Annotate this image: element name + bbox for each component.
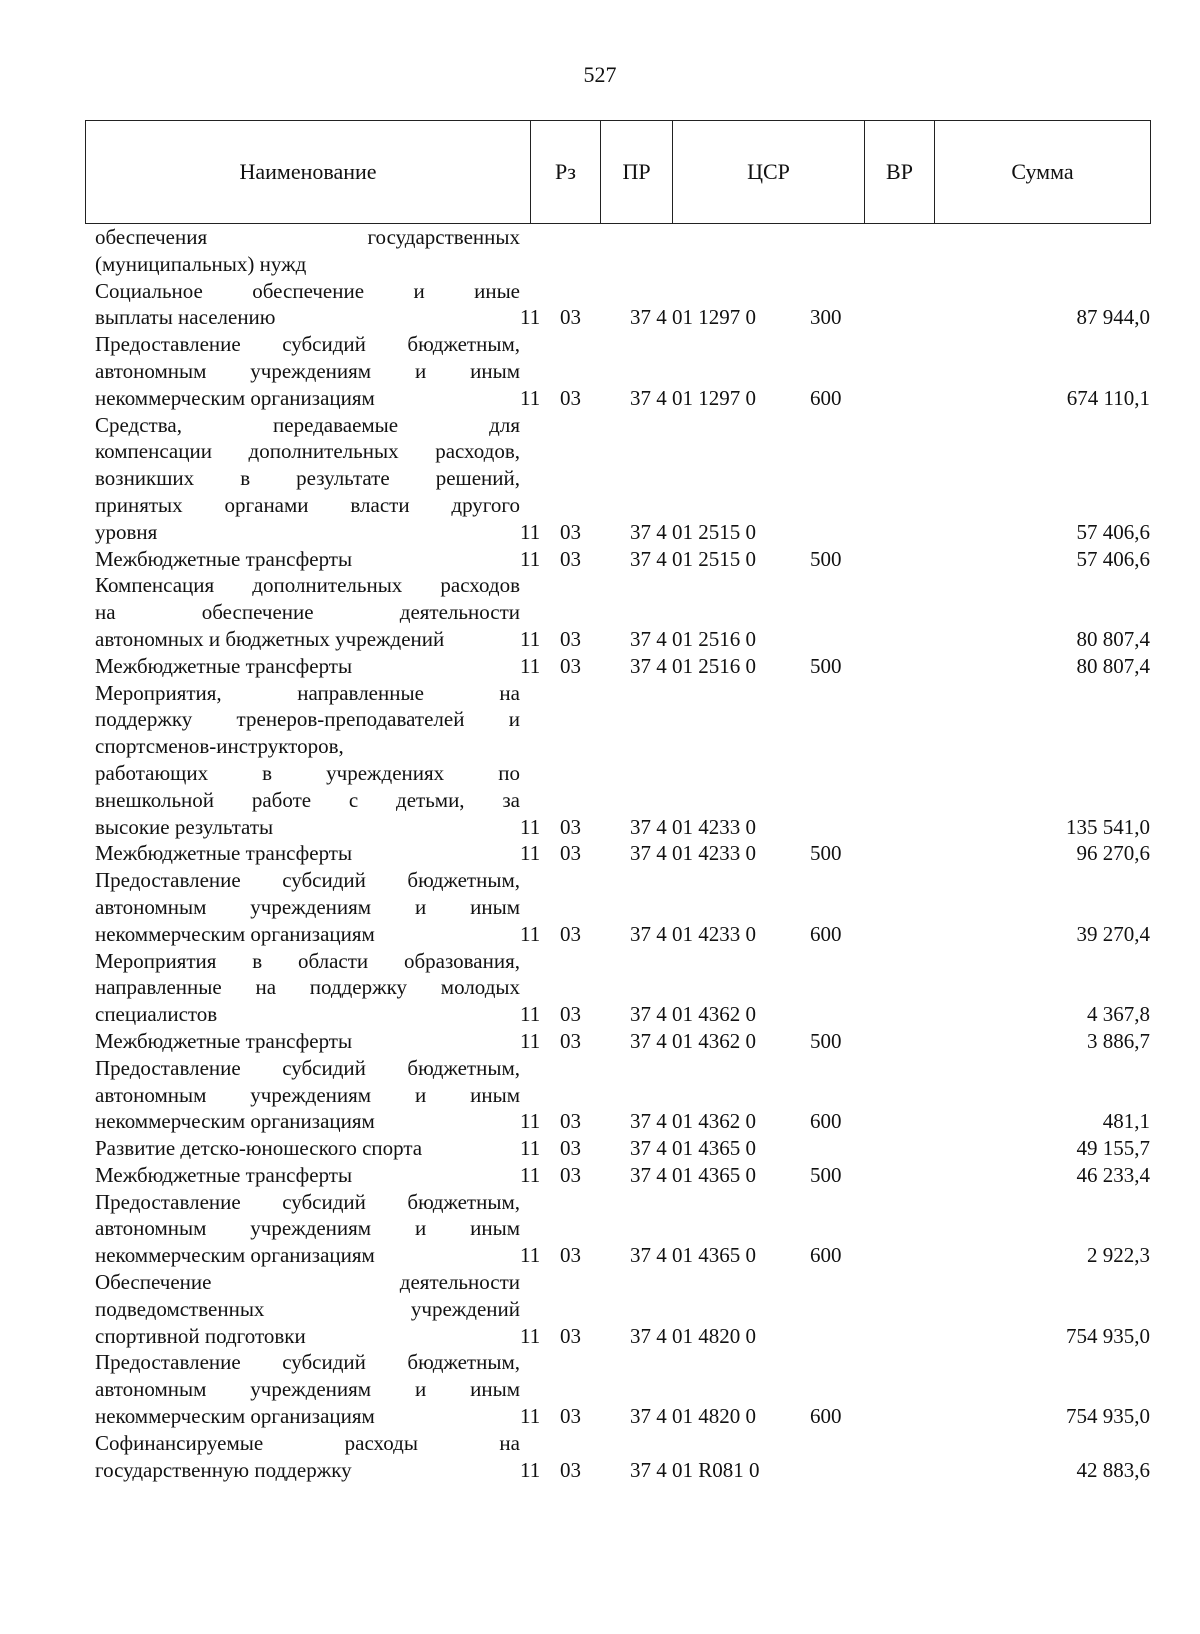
row-vr: 600 xyxy=(810,1243,842,1268)
row-csr: 37 4 01 4362 0 xyxy=(630,1002,756,1027)
row-name-line: на обеспечение деятельности xyxy=(95,600,520,625)
row-pr: 03 xyxy=(560,1002,581,1027)
row-name xyxy=(95,840,520,867)
row-pr: 03 xyxy=(560,1404,581,1429)
table-row xyxy=(95,1269,1150,1349)
row-vr: 500 xyxy=(810,1162,842,1187)
row-name-line: Социальное обеспечение и иные xyxy=(95,278,520,303)
row-sum: 42 883,6 xyxy=(1076,1457,1150,1482)
row-name xyxy=(95,1162,520,1189)
row-pr xyxy=(560,224,630,278)
row-name xyxy=(95,1028,520,1055)
row-name-line: Средства, передаваемые для xyxy=(95,412,520,437)
row-vr xyxy=(810,412,910,546)
table-row xyxy=(95,412,1150,546)
row-rz: 11 xyxy=(520,305,541,330)
row-sum: 39 270,4 xyxy=(1076,921,1150,946)
table-row xyxy=(95,1349,1150,1429)
row-pr: 03 xyxy=(560,305,581,330)
header-vr: ВР xyxy=(865,121,935,224)
row-name xyxy=(95,653,520,680)
row-sum: 3 886,7 xyxy=(1087,1028,1150,1053)
row-name xyxy=(95,680,520,841)
row-pr: 03 xyxy=(560,385,581,410)
row-name-line: Межбюджетные трансферты xyxy=(95,1028,353,1053)
row-name-line: возникших в результате решений, xyxy=(95,466,520,491)
row-name-line: спортивной подготовки xyxy=(95,1323,306,1348)
row-csr: 37 4 01 2516 0 xyxy=(630,626,756,651)
row-vr xyxy=(810,680,910,841)
row-name-line: автономным учреждениям и иным xyxy=(95,358,520,383)
row-rz: 11 xyxy=(520,841,541,866)
row-csr: 37 4 01 4820 0 xyxy=(630,1404,756,1429)
row-name-line: специалистов xyxy=(95,1002,218,1027)
row-name xyxy=(95,948,520,1028)
table-row xyxy=(95,572,1150,652)
row-csr: 37 4 01 4820 0 xyxy=(630,1323,756,1348)
header-pr: ПР xyxy=(601,121,673,224)
row-name-line: Мероприятия в области образования, xyxy=(95,948,520,973)
row-sum: 135 541,0 xyxy=(1066,814,1150,839)
row-name-line: работающих в учреждениях по xyxy=(95,760,520,785)
row-sum: 80 807,4 xyxy=(1076,626,1150,651)
budget-table xyxy=(95,224,1150,1483)
row-name xyxy=(95,572,520,652)
row-vr: 600 xyxy=(810,1109,842,1134)
row-csr: 37 4 01 4365 0 xyxy=(630,1243,756,1268)
row-name-line: обеспечения государственных xyxy=(95,225,520,249)
row-vr: 500 xyxy=(810,841,842,866)
row-name-line: Предоставление субсидий бюджетным, xyxy=(95,1350,520,1375)
row-pr: 03 xyxy=(560,1243,581,1268)
row-rz: 11 xyxy=(520,1002,541,1027)
row-name-line: некоммерческим организациям xyxy=(95,1109,375,1134)
row-pr: 03 xyxy=(560,841,581,866)
row-name xyxy=(95,278,520,332)
table-row xyxy=(95,1162,1150,1189)
header-sum: Сумма xyxy=(935,121,1151,224)
row-rz: 11 xyxy=(520,814,541,839)
row-name xyxy=(95,1430,520,1484)
row-csr: 37 4 01 2515 0 xyxy=(630,546,756,571)
row-csr: 37 4 01 4362 0 xyxy=(630,1109,756,1134)
row-name-line: Мероприятия, направленные на xyxy=(95,680,520,705)
row-sum: 2 922,3 xyxy=(1087,1243,1150,1268)
table-row xyxy=(95,278,1150,332)
row-name-line: Предоставление субсидий бюджетным, xyxy=(95,868,520,893)
row-vr: 500 xyxy=(810,653,842,678)
row-csr: 37 4 01 R081 0 xyxy=(630,1457,760,1482)
row-rz xyxy=(520,224,560,278)
row-pr: 03 xyxy=(560,921,581,946)
table-row xyxy=(95,948,1150,1028)
row-name xyxy=(95,1189,520,1269)
row-sum xyxy=(910,224,1150,278)
page-number: 527 xyxy=(583,62,617,87)
row-csr: 37 4 01 2515 0 xyxy=(630,519,756,544)
row-rz: 11 xyxy=(520,546,541,571)
row-sum: 80 807,4 xyxy=(1076,653,1150,678)
row-name-line: спортсменов-инструкторов, xyxy=(95,734,344,759)
row-name xyxy=(95,224,520,278)
row-vr xyxy=(810,572,910,652)
table-row xyxy=(95,867,1150,947)
row-name-line: государственную поддержку xyxy=(95,1457,352,1482)
row-pr: 03 xyxy=(560,1109,581,1134)
row-rz: 11 xyxy=(520,385,541,410)
row-vr: 600 xyxy=(810,1404,842,1429)
table-row xyxy=(95,1430,1150,1484)
row-name-line: Софинансируемые расходы на xyxy=(95,1430,520,1455)
row-rz: 11 xyxy=(520,1323,541,1348)
row-name xyxy=(95,1135,520,1162)
row-rz: 11 xyxy=(520,1243,541,1268)
row-csr: 37 4 01 4233 0 xyxy=(630,921,756,946)
row-name-line: Предоставление субсидий бюджетным, xyxy=(95,1189,520,1214)
row-sum: 96 270,6 xyxy=(1076,841,1150,866)
table-header xyxy=(85,120,1151,224)
row-sum: 481,1 xyxy=(1102,1109,1150,1134)
row-vr: 600 xyxy=(810,921,842,946)
row-name xyxy=(95,867,520,947)
row-name xyxy=(95,1055,520,1135)
row-sum: 46 233,4 xyxy=(1076,1162,1150,1187)
row-rz: 11 xyxy=(520,1162,541,1187)
row-pr: 03 xyxy=(560,653,581,678)
row-sum: 754 935,0 xyxy=(1066,1323,1150,1348)
header-rz: Рз xyxy=(531,121,601,224)
row-name xyxy=(95,1269,520,1349)
row-vr xyxy=(810,948,910,1028)
row-name-line: автономных и бюджетных учреждений xyxy=(95,626,445,651)
table-row xyxy=(95,653,1150,680)
table-row xyxy=(95,680,1150,841)
row-pr: 03 xyxy=(560,626,581,651)
row-pr: 03 xyxy=(560,1136,581,1161)
row-vr xyxy=(810,1135,910,1162)
table-row xyxy=(95,546,1150,573)
row-vr xyxy=(810,1269,910,1349)
row-rz: 11 xyxy=(520,1028,541,1053)
row-rz: 11 xyxy=(520,921,541,946)
row-pr: 03 xyxy=(560,1457,581,1482)
row-name-line: некоммерческим организациям xyxy=(95,921,375,946)
row-name xyxy=(95,412,520,546)
row-csr: 37 4 01 1297 0 xyxy=(630,385,756,410)
row-sum: 674 110,1 xyxy=(1066,385,1150,410)
row-name-line: (муниципальных) нужд xyxy=(95,251,307,276)
row-name-line: поддержку тренеров-преподавателей и xyxy=(95,707,520,732)
row-csr: 37 4 01 4233 0 xyxy=(630,814,756,839)
row-name-line: Развитие детско-юношеского спорта xyxy=(95,1136,423,1161)
table-row xyxy=(95,1189,1150,1269)
row-name-line: уровня xyxy=(95,519,158,544)
row-rz: 11 xyxy=(520,519,541,544)
row-name-line: автономным учреждениям и иным xyxy=(95,894,520,919)
row-rz: 11 xyxy=(520,1136,541,1161)
row-name-line: принятых органами власти другого xyxy=(95,492,520,517)
row-pr: 03 xyxy=(560,814,581,839)
row-pr: 03 xyxy=(560,1162,581,1187)
row-sum: 4 367,8 xyxy=(1087,1002,1150,1027)
row-name-line: Компенсация дополнительных расходов xyxy=(95,573,520,598)
header-name: Наименование xyxy=(86,121,531,224)
row-name-line: компенсации дополнительных расходов, xyxy=(95,439,520,464)
row-name-line: направленные на поддержку молодых xyxy=(95,975,520,1000)
row-vr: 500 xyxy=(810,546,842,571)
row-name-line: Межбюджетные трансферты xyxy=(95,653,353,678)
row-name-line: внешкольной работе с детьми, за xyxy=(95,787,520,812)
row-rz: 11 xyxy=(520,1404,541,1429)
table-row xyxy=(95,224,1150,278)
row-name-line: автономным учреждениям и иным xyxy=(95,1216,520,1241)
row-name xyxy=(95,1349,520,1429)
row-name-line: автономным учреждениям и иным xyxy=(95,1082,520,1107)
table-row xyxy=(95,1028,1150,1055)
row-vr: 300 xyxy=(810,305,842,330)
row-name-line: автономным учреждениям и иным xyxy=(95,1377,520,1402)
row-pr: 03 xyxy=(560,1028,581,1053)
row-name-line: Предоставление субсидий бюджетным, xyxy=(95,332,520,357)
row-name-line: Предоставление субсидий бюджетным, xyxy=(95,1055,520,1080)
row-vr: 500 xyxy=(810,1028,842,1053)
row-sum: 49 155,7 xyxy=(1076,1136,1150,1161)
row-pr: 03 xyxy=(560,546,581,571)
row-csr: 37 4 01 1297 0 xyxy=(630,305,756,330)
row-sum: 57 406,6 xyxy=(1076,546,1150,571)
row-name xyxy=(95,331,520,411)
table-row xyxy=(95,1055,1150,1135)
row-name-line: Обеспечение деятельности xyxy=(95,1270,520,1295)
row-csr: 37 4 01 4365 0 xyxy=(630,1162,756,1187)
row-csr: 37 4 01 4365 0 xyxy=(630,1136,756,1161)
row-name-line: некоммерческим организациям xyxy=(95,1404,375,1429)
row-csr: 37 4 01 4362 0 xyxy=(630,1028,756,1053)
table-row xyxy=(95,840,1150,867)
row-sum: 754 935,0 xyxy=(1066,1404,1150,1429)
row-rz: 11 xyxy=(520,1457,541,1482)
header-csr: ЦСР xyxy=(673,121,865,224)
row-csr: 37 4 01 2516 0 xyxy=(630,653,756,678)
row-name-line: Межбюджетные трансферты xyxy=(95,546,353,571)
row-rz: 11 xyxy=(520,626,541,651)
row-name-line: Межбюджетные трансферты xyxy=(95,1162,353,1187)
row-rz: 11 xyxy=(520,653,541,678)
row-name-line: Межбюджетные трансферты xyxy=(95,841,353,866)
row-sum: 87 944,0 xyxy=(1076,305,1150,330)
row-vr xyxy=(810,1430,910,1484)
row-vr: 600 xyxy=(810,385,842,410)
row-name-line: высокие результаты xyxy=(95,814,274,839)
row-name xyxy=(95,546,520,573)
row-csr: 37 4 01 4233 0 xyxy=(630,841,756,866)
row-rz: 11 xyxy=(520,1109,541,1134)
row-pr: 03 xyxy=(560,1323,581,1348)
row-name-line: некоммерческим организациям xyxy=(95,385,375,410)
table-row xyxy=(95,1135,1150,1162)
row-sum: 57 406,6 xyxy=(1076,519,1150,544)
row-csr xyxy=(630,224,810,278)
row-vr xyxy=(810,224,910,278)
table-row xyxy=(95,331,1150,411)
row-name-line: некоммерческим организациям xyxy=(95,1243,375,1268)
row-pr: 03 xyxy=(560,519,581,544)
row-name-line: подведомственных учреждений xyxy=(95,1296,520,1321)
row-name-line: выплаты населению xyxy=(95,305,276,330)
